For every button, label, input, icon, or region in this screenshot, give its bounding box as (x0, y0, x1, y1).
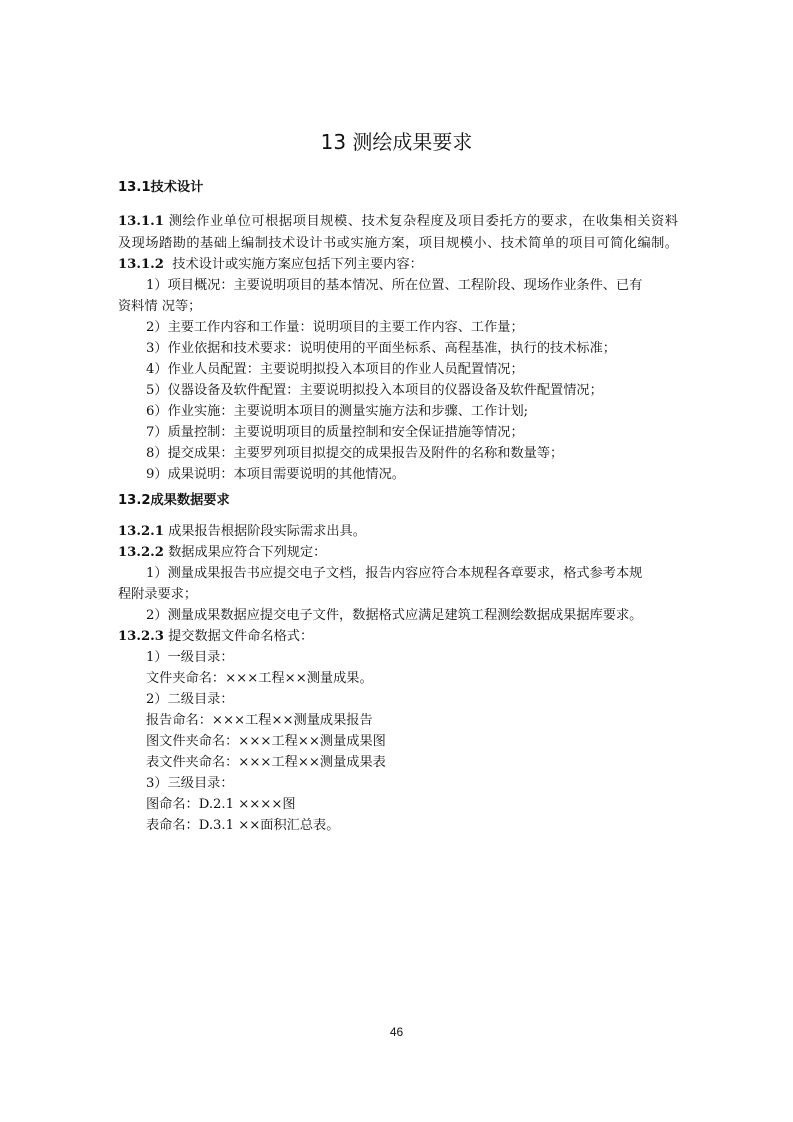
list-item-6: 6）作业实施：主要说明本项目的测量实施方法和步骤、工作计划; (146, 404, 529, 419)
list-item-3: 3）作业依据和技术要求：说明使用的平面坐标系、高程基准，执行的技术标准； (146, 341, 616, 356)
clause-13-1-2 (118, 255, 678, 275)
clause-text: 提交数据文件命名格式： (168, 629, 314, 644)
level-1-folder-name: 文件夹命名：×××工程××测量成果。 (146, 671, 373, 686)
clause-number: 13.2.2 (118, 545, 164, 560)
list-item-1-line1: 1）项目概况：主要说明项目的基本情况、所在位置、工程阶段、现场作业条件、已有 (146, 278, 643, 293)
list-item-5: 5）仪器设备及软件配置：主要说明拟投入本项目的仪器设备及软件配置情况； (146, 383, 603, 398)
rule-1-line1: 1）测量成果报告书应提交电子文档，报告内容应符合本规程各章要求，格式参考本规 (146, 566, 643, 581)
clause-number: 13.1.2 (118, 257, 164, 272)
level-3-heading: 3）三级目录： (146, 776, 234, 791)
clause-text: 技术设计或实施方案应包括下列主要内容： (172, 257, 423, 272)
rule-1-line2: 程附录要求； (118, 587, 198, 602)
level-2-heading: 2）二级目录： (146, 692, 234, 707)
clause-number: 13.2.1 (118, 524, 164, 539)
clause-13-2-2 (118, 543, 678, 563)
list-item-9: 9）成果说明：本项目需要说明的其他情况。 (146, 467, 405, 482)
level-3-figure-name: 图命名：D.2.1 ××××图 (146, 797, 296, 812)
clause-13-2-3 (118, 627, 678, 647)
page-number: 46 (389, 1025, 404, 1039)
clause-13-1-1-line2: 及现场踏勘的基础上编制技术设计书或实施方案，项目规模小、技术简单的项目可简化编制。 (118, 236, 678, 251)
clause-text: 测绘作业单位可根据项目规模、技术复杂程度及项目委托方的要求，在收集相关资料 (168, 214, 678, 229)
section-heading-13-1: 13.1技术设计 (118, 180, 204, 195)
clause-13-2-1 (118, 522, 678, 542)
level-2-table-folder-name: 表文件夹命名：×××工程××测量成果表 (146, 755, 386, 770)
list-item-4: 4）作业人员配置：主要说明拟投入本项目的作业人员配置情况； (146, 362, 524, 377)
level-3-table-name: 表命名：D.3.1 ××面积汇总表。 (146, 818, 340, 833)
level-2-report-name: 报告命名：×××工程××测量成果报告 (146, 713, 373, 728)
list-item-7: 7）质量控制：主要说明项目的质量控制和安全保证措施等情况； (146, 425, 524, 440)
list-item-1-line2: 资料情 况等； (118, 299, 202, 314)
rule-2: 2）测量成果数据应提交电子文件，数据格式应满足建筑工程测绘数据成果据库要求。 (146, 608, 643, 623)
level-2-figure-folder-name: 图文件夹命名：×××工程××测量成果图 (146, 734, 386, 749)
list-item-8: 8）提交成果：主要罗列项目拟提交的成果报告及附件的名称和数量等； (146, 446, 564, 461)
level-1-heading: 1）一级目录： (146, 650, 234, 665)
section-heading-13-2: 13.2成果数据要求 (118, 493, 230, 508)
clause-13-1-1-line1 (118, 212, 678, 232)
clause-number: 13.1.1 (118, 214, 164, 229)
chapter-title: 13 测绘成果要求 (320, 130, 473, 154)
clause-number: 13.2.3 (118, 629, 164, 644)
clause-text: 数据成果应符合下列规定： (168, 545, 327, 560)
list-item-2: 2）主要工作内容和工作量：说明项目的主要工作内容、工作量； (146, 320, 524, 335)
clause-text: 成果报告根据阶段实际需求出具。 (168, 524, 366, 539)
